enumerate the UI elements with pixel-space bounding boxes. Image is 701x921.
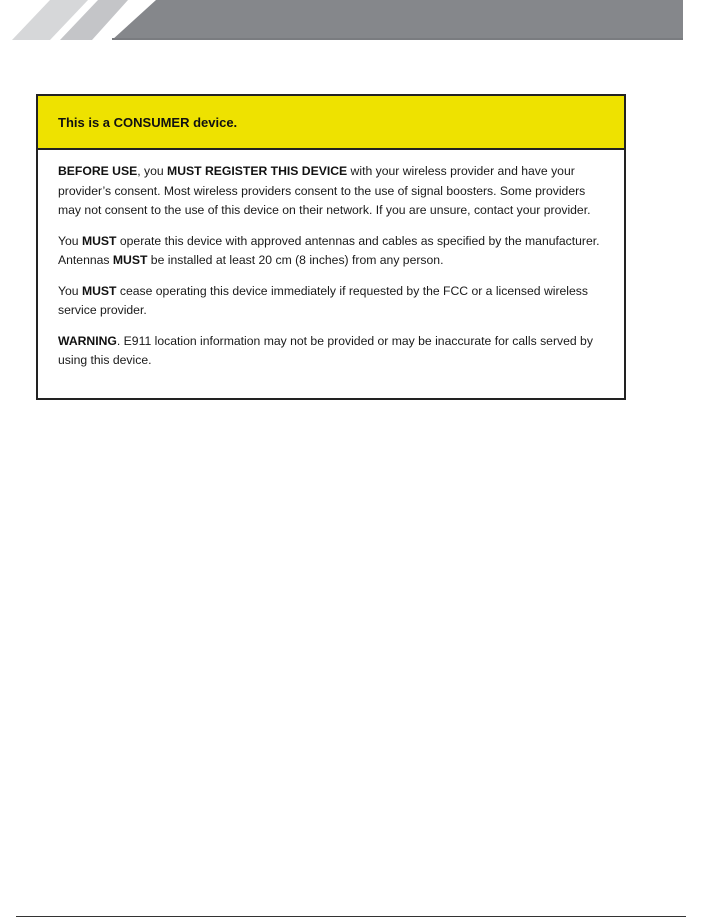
e911-warning-paragraph: WARNING. E911 location information may not be provided or may be inaccurate for calls served by using this device. xyxy=(58,333,593,367)
notice-body xyxy=(38,150,624,371)
before-use-label: BEFORE USE xyxy=(58,164,138,178)
antenna-paragraph: You MUST operate this device with approved antennas and cables as specified by the manufacturer. Antennas MUST be installed at least 20 cm (8 inches) from any person. xyxy=(58,233,600,267)
registration-paragraph: BEFORE USE, you MUST REGISTER THIS DEVICE with your wireless provider and have your provider’s consent. Most wireless providers consent to the use of signal boosters. Some providers may not consent to the use of this device on their network. If you are unsure, contact your provider. xyxy=(58,164,591,217)
cease-operation-paragraph: You MUST cease operating this device immediately if requested by the FCC or a licensed wireless service provider. xyxy=(58,283,588,317)
footer-rule xyxy=(16,916,686,917)
banner-bottom-edge xyxy=(112,38,683,40)
header-banner xyxy=(0,0,701,40)
notice-title-bar xyxy=(38,96,624,150)
consumer-notice-box xyxy=(36,94,626,400)
must-register-label: MUST REGISTER THIS DEVICE xyxy=(167,164,348,178)
warning-label: WARNING xyxy=(58,333,117,348)
notice-title: This is a CONSUMER device. xyxy=(58,114,238,130)
banner-dark-band xyxy=(112,0,683,40)
